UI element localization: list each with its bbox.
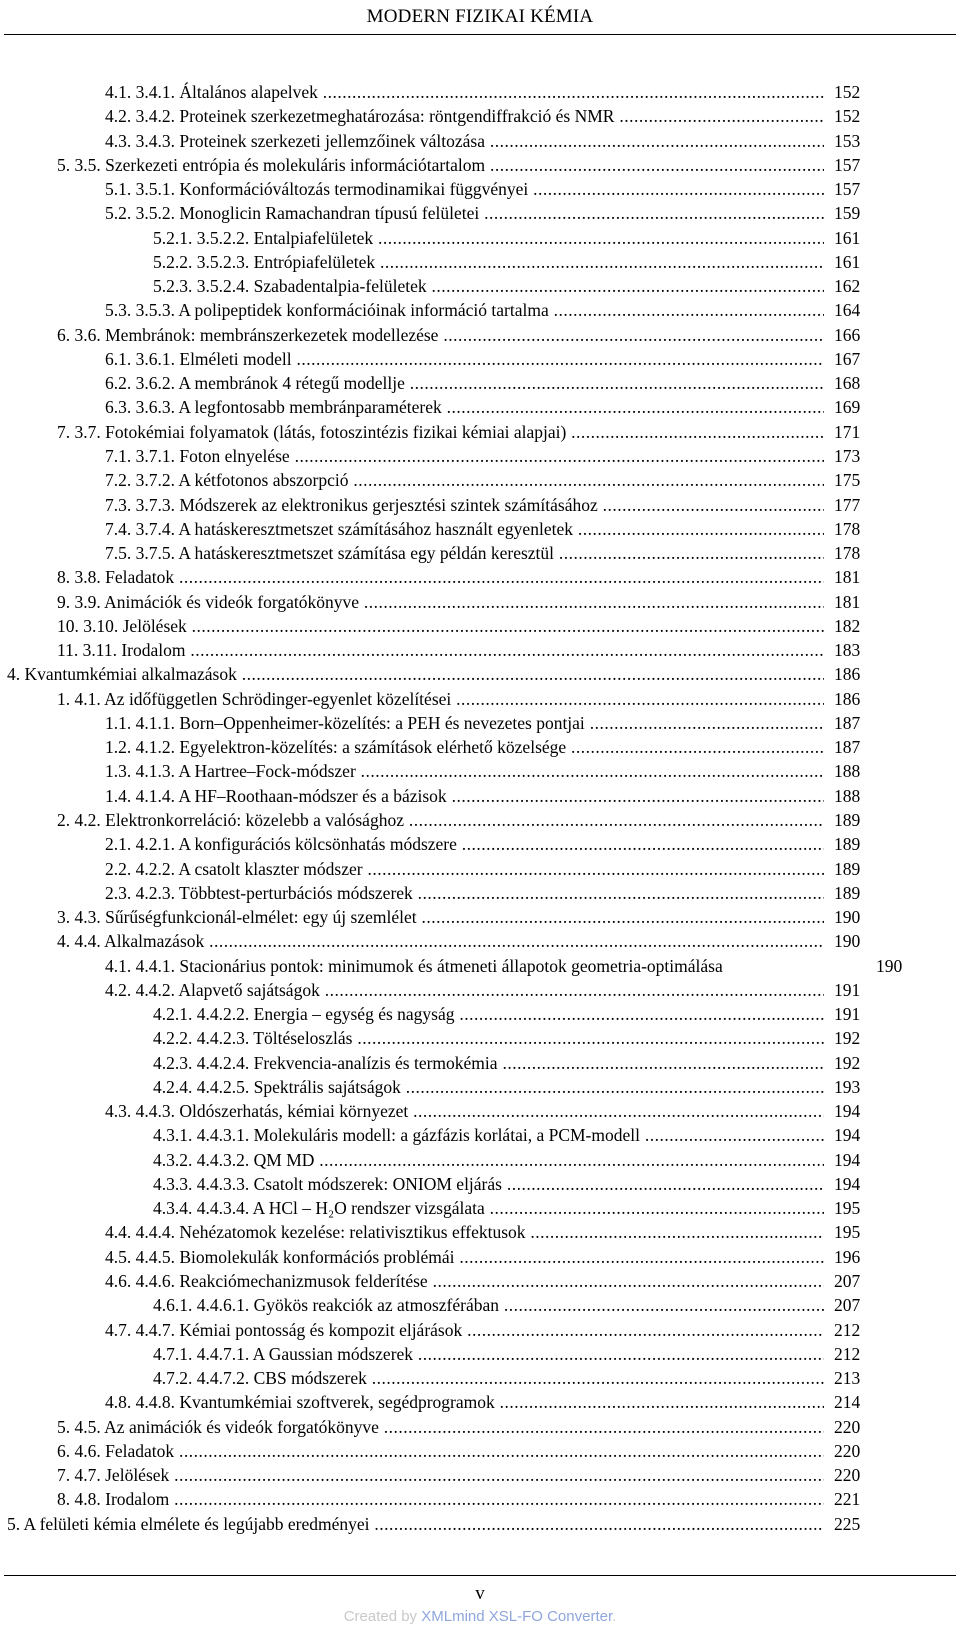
toc-entry-page: 164 [834, 300, 861, 321]
toc-entry-title: 4.3.3. 4.4.3.3. Csatolt módszerek: ONIOM eljárás ..... [153, 1172, 824, 1196]
toc-entry-page: 190 [876, 955, 903, 976]
toc-entry-title: 7. 4.7. Jelölések ..... [57, 1463, 824, 1487]
toc-entry-title: 1. 4.1. Az időfüggetlen Schrödinger-egyenlet közelítései ..... [57, 687, 824, 711]
toc-entry[interactable] [0, 1075, 960, 1099]
toc-entry[interactable] [0, 1099, 960, 1123]
toc-entry-title: 7.2. 3.7.2. A kétfotonos abszorpció ..... [105, 468, 824, 492]
toc-entry-title: 4.1. 4.4.1. Stacionárius pontok: minimumok és átmeneti állapotok geometria-optimálása [105, 955, 723, 976]
toc-entry-page: 188 [834, 785, 861, 806]
toc-entry[interactable] [0, 1293, 960, 1317]
toc-entry-title: 1.3. 4.1.3. A Hartree–Fock-módszer ..... [105, 759, 824, 783]
toc-entry-page: 191 [834, 1004, 861, 1025]
toc-entry-title: 5. 3.5. Szerkezeti entrópia és molekuláris információtartalom ..... [57, 153, 824, 177]
toc-entry-page: 181 [834, 591, 861, 612]
toc-entry-title: 4. 4.4. Alkalmazások ..... [57, 929, 824, 953]
toc-entry-title: 4.6.1. 4.4.6.1. Gyökös reakciók az atmoszférában ..... [153, 1293, 824, 1317]
toc-entry[interactable] [0, 1439, 960, 1463]
toc-entry[interactable] [0, 1148, 960, 1172]
toc-entry-title: 5.2.3. 3.5.2.4. Szabadentalpia-felületek ..... [153, 274, 824, 298]
toc-entry-title: 6.1. 3.6.1. Elméleti modell ..... [105, 347, 824, 371]
toc-entry-title: 5.2. 3.5.2. Monoglicin Ramachandran típusú felületei ..... [105, 201, 824, 225]
toc-entry[interactable] [0, 444, 960, 468]
toc-entry[interactable] [0, 371, 960, 395]
toc-entry-title: 9. 3.9. Animációk és videók forgatókönyve ..... [57, 590, 824, 614]
toc-entry-title: 4.3. 3.4.3. Proteinek szerkezeti jellemzőinek változása ..... [105, 129, 824, 153]
toc-entry-page: 187 [834, 737, 861, 758]
toc-entry[interactable] [0, 759, 960, 783]
footer-brand: XMLmind XSL-FO Converter [421, 1608, 613, 1625]
toc-entry[interactable] [0, 784, 960, 808]
toc-entry-title: 4.8. 4.4.8. Kvantumkémiai szoftverek, segédprogramok ..... [105, 1390, 824, 1414]
footer-rule [4, 1575, 956, 1576]
toc-entry-page: 220 [834, 1416, 861, 1437]
toc-entry-title: 1.1. 4.1.1. Born–Oppenheimer-közelítés: a PEH és nevezetes pontjai ..... [105, 711, 824, 735]
toc-entry[interactable] [0, 905, 960, 929]
toc-entry-page: 188 [834, 761, 861, 782]
toc-entry-title: 4.3. 4.4.3. Oldószerhatás, kémiai környezet ..... [105, 1099, 824, 1123]
toc-entry[interactable] [0, 1342, 960, 1366]
toc-entry-page: 157 [834, 154, 861, 175]
toc-entry[interactable] [0, 298, 960, 322]
toc-entry[interactable] [0, 1245, 960, 1269]
toc-entry-page: 178 [834, 543, 861, 564]
toc-entry-title: 3. 4.3. Sűrűségfunkcionál-elmélet: egy új szemlélet ..... [57, 905, 824, 929]
toc-entry-page: 212 [834, 1319, 861, 1340]
toc-entry[interactable] [0, 1002, 960, 1026]
toc-entry-page: 169 [834, 397, 861, 418]
toc-entry-title: 1.2. 4.1.2. Egyelektron-közelítés: a számítások elérhető közelsége ..... [105, 735, 824, 759]
toc-entry-title: 7.5. 3.7.5. A hatáskeresztmetszet számítása egy példán keresztül ..... [105, 541, 824, 565]
toc-entry-page: 167 [834, 348, 861, 369]
toc-entry-page: 173 [834, 445, 861, 466]
toc-entry-title: 4.2.1. 4.4.2.2. Energia – egység és nagyság ..... [153, 1002, 824, 1026]
toc-entry[interactable] [0, 274, 960, 298]
toc-entry[interactable] [0, 541, 960, 565]
toc-entry-title: 8. 4.8. Irodalom ..... [57, 1487, 824, 1511]
toc-entry[interactable] [0, 711, 960, 735]
toc-entry-page: 157 [834, 179, 861, 200]
toc-entry-title: 5. A felületi kémia elmélete és legújabb eredményei ..... [7, 1512, 824, 1536]
toc-entry-title: 4.3.2. 4.4.3.2. QM MD ..... [153, 1148, 824, 1172]
page-number: v [475, 1583, 485, 1604]
toc-entry[interactable] [0, 1051, 960, 1075]
toc-entry[interactable] [0, 1463, 960, 1487]
toc-entry[interactable] [0, 1123, 960, 1147]
toc-entry-title: 6.3. 3.6.3. A legfontosabb membránparaméterek ..... [105, 395, 824, 419]
toc-entry[interactable] [0, 493, 960, 517]
toc-entry-page: 152 [834, 82, 861, 102]
toc-entry-page: 225 [834, 1513, 861, 1534]
toc-entry[interactable] [0, 832, 960, 856]
toc-entry-page: 212 [834, 1343, 861, 1364]
toc-entry-page: 189 [834, 834, 861, 855]
toc-entry[interactable] [0, 857, 960, 881]
table-of-contents [0, 80, 960, 1536]
toc-entry[interactable] [0, 420, 960, 444]
toc-entry-title: 5.3. 3.5.3. A polipeptidek konformációinak információ tartalma ..... [105, 298, 824, 322]
toc-entry-page: 166 [834, 324, 861, 345]
toc-entry[interactable] [0, 954, 960, 978]
toc-entry[interactable] [0, 129, 960, 153]
toc-entry-page: 186 [834, 688, 861, 709]
toc-entry-title: 6. 3.6. Membránok: membránszerkezetek modellezése ..... [57, 323, 824, 347]
toc-entry[interactable] [0, 929, 960, 953]
toc-entry-page: 190 [834, 931, 861, 952]
toc-entry[interactable] [0, 638, 960, 662]
toc-entry[interactable] [0, 1172, 960, 1196]
toc-entry[interactable] [0, 1318, 960, 1342]
toc-entry[interactable] [0, 808, 960, 832]
toc-entry[interactable] [0, 1269, 960, 1293]
toc-entry-page: 194 [834, 1125, 861, 1146]
toc-entry-title: 7.3. 3.7.3. Módszerek az elektronikus gerjesztési szintek számításához ..... [105, 493, 824, 517]
toc-entry-page: 191 [834, 979, 861, 1000]
toc-entry[interactable] [0, 565, 960, 589]
toc-entry-page: 183 [834, 640, 861, 661]
toc-entry-title: 1.4. 4.1.4. A HF–Roothaan-módszer és a bázisok ..... [105, 784, 824, 808]
toc-entry-title: 6.2. 3.6.2. A membránok 4 rétegű modellje ..... [105, 371, 824, 395]
toc-entry-title: 5.2.1. 3.5.2.2. Entalpiafelületek ..... [153, 226, 824, 250]
toc-entry[interactable] [0, 735, 960, 759]
toc-entry-title: 5. 4.5. Az animációk és videók forgatókönyve ..... [57, 1415, 824, 1439]
toc-entry-title: 4.2. 4.4.2. Alapvető sajátságok ..... [105, 978, 824, 1002]
toc-entry[interactable] [0, 1220, 960, 1244]
converter-footer [0, 1607, 960, 1627]
toc-entry-title: 2.2. 4.2.2. A csatolt klaszter módszer ..... [105, 857, 824, 881]
toc-entry-title: 7. 3.7. Fotokémiai folyamatok (látás, fotoszintézis fizikai kémiai alapjai) ..... [57, 420, 824, 444]
toc-entry[interactable] [0, 1487, 960, 1511]
toc-entry-title: 11. 3.11. Irodalom ..... [57, 638, 824, 662]
toc-entry[interactable] [0, 1026, 960, 1050]
toc-entry-page: 213 [834, 1368, 861, 1389]
toc-entry-page: 189 [834, 882, 861, 903]
toc-entry[interactable] [0, 323, 960, 347]
toc-entry-page: 181 [834, 567, 861, 588]
toc-entry[interactable] [0, 687, 960, 711]
toc-entry-page: 159 [834, 203, 861, 224]
toc-entry-page: 220 [834, 1440, 861, 1461]
toc-entry[interactable] [0, 201, 960, 225]
toc-entry-page: 186 [834, 664, 861, 685]
toc-entry-title: 5.1. 3.5.1. Konformációváltozás termodinamikai függvényei ..... [105, 177, 824, 201]
toc-entry-title: 4.3.4. 4.4.3.4. A HCl – H₂O rendszer vizsgálata ..... [153, 1196, 824, 1220]
toc-entry-page: 175 [834, 470, 861, 491]
toc-entry-title: 8. 3.8. Feladatok ..... [57, 565, 824, 589]
header-rule [4, 34, 956, 35]
toc-entry[interactable] [0, 1196, 960, 1220]
toc-entry-page: 190 [834, 907, 861, 928]
toc-entry-page: 193 [834, 1076, 861, 1097]
toc-entry[interactable] [0, 250, 960, 274]
toc-entry[interactable] [0, 590, 960, 614]
footer-prefix: Created by [343, 1608, 422, 1625]
toc-entry-page: 196 [834, 1246, 861, 1267]
toc-entry-page: 189 [834, 809, 861, 830]
toc-entry-title: 4.2. 3.4.2. Proteinek szerkezetmeghatározása: röntgendiffrakció és NMR ..... [105, 104, 824, 128]
toc-entry-title: 4.3.1. 4.4.3.1. Molekuláris modell: a gázfázis korlátai, a PCM-modell ..... [153, 1123, 824, 1147]
toc-entry[interactable] [0, 517, 960, 541]
toc-entry-title: 2.1. 4.2.1. A konfigurációs kölcsönhatás módszere ..... [105, 832, 824, 856]
toc-entry[interactable] [0, 881, 960, 905]
toc-entry-title: 2.3. 4.2.3. Többtest-perturbációs módszerek ..... [105, 881, 824, 905]
toc-entry[interactable] [0, 978, 960, 1002]
toc-entry-title: 5.2.2. 3.5.2.3. Entrópiafelületek ..... [153, 250, 824, 274]
toc-entry-title: 7.1. 3.7.1. Foton elnyelése ..... [105, 444, 824, 468]
toc-entry-page: 207 [834, 1271, 861, 1292]
toc-entry[interactable] [0, 1366, 960, 1390]
toc-entry-page: 221 [834, 1489, 861, 1510]
toc-entry-title: 4.4. 4.4.4. Nehézatomok kezelése: relativisztikus effektusok ..... [105, 1220, 824, 1244]
toc-entry[interactable] [0, 80, 960, 104]
toc-entry-page: 194 [834, 1149, 861, 1170]
toc-entry-title: 4.7.1. 4.4.7.1. A Gaussian módszerek ..... [153, 1342, 824, 1366]
toc-entry-title: 4.2.2. 4.4.2.3. Töltéseloszlás ..... [153, 1026, 824, 1050]
toc-entry[interactable] [0, 395, 960, 419]
toc-entry-page: 214 [834, 1392, 861, 1413]
toc-entry-page: 152 [834, 106, 861, 127]
toc-entry-page: 161 [834, 227, 861, 248]
toc-entry-page: 153 [834, 130, 861, 151]
toc-entry-page: 207 [834, 1295, 861, 1316]
toc-entry-page: 220 [834, 1465, 861, 1486]
toc-entry-page: 194 [834, 1173, 861, 1194]
toc-entry-title: 6. 4.6. Feladatok ..... [57, 1439, 824, 1463]
toc-entry[interactable] [0, 1390, 960, 1414]
toc-entry[interactable] [0, 468, 960, 492]
toc-entry-title: 4.7. 4.4.7. Kémiai pontosság és kompozit eljárások ..... [105, 1318, 824, 1342]
toc-entry[interactable] [0, 1415, 960, 1439]
toc-entry-title: 4.7.2. 4.4.7.2. CBS módszerek ..... [153, 1366, 824, 1390]
running-header: MODERN FIZIKAI KÉMIA [366, 6, 594, 27]
toc-entry[interactable] [0, 226, 960, 250]
toc-entry-page: 161 [834, 251, 861, 272]
toc-entry[interactable] [0, 1512, 960, 1536]
toc-entry-page: 192 [834, 1028, 861, 1049]
toc-entry-page: 162 [834, 276, 861, 297]
toc-entry-title: 4. Kvantumkémiai alkalmazások ..... [7, 662, 824, 686]
toc-entry[interactable] [0, 614, 960, 638]
toc-entry-page: 195 [834, 1198, 861, 1219]
toc-entry-title: 4.2.4. 4.4.2.5. Spektrális sajátságok ..... [153, 1075, 824, 1099]
toc-entry-page: 168 [834, 373, 861, 394]
toc-entry-title: 4.5. 4.4.5. Biomolekulák konformációs problémái ..... [105, 1245, 824, 1269]
toc-entry[interactable] [0, 104, 960, 128]
toc-entry-page: 195 [834, 1222, 861, 1243]
toc-entry[interactable] [0, 662, 960, 686]
toc-entry-page: 177 [834, 494, 861, 515]
toc-entry-page: 192 [834, 1052, 861, 1073]
toc-entry-page: 187 [834, 712, 861, 733]
toc-entry-title: 4.1. 3.4.1. Általános alapelvek ..... [105, 80, 824, 104]
toc-entry-page: 171 [834, 421, 861, 442]
toc-entry-title: 2. 4.2. Elektronkorreláció: közelebb a valósághoz ..... [57, 808, 824, 832]
toc-entry-page: 194 [834, 1101, 861, 1122]
toc-entry[interactable] [0, 177, 960, 201]
toc-entry-title: 7.4. 3.7.4. A hatáskeresztmetszet számításához használt egyenletek ..... [105, 517, 824, 541]
toc-entry[interactable] [0, 153, 960, 177]
toc-entry-page: 189 [834, 858, 861, 879]
toc-entry-title: 4.2.3. 4.4.2.4. Frekvencia-analízis és termokémia ..... [153, 1051, 824, 1075]
toc-entry-page: 178 [834, 518, 861, 539]
toc-entry-page: 182 [834, 615, 861, 636]
toc-entry-title: 4.6. 4.4.6. Reakciómechanizmusok felderítése ..... [105, 1269, 824, 1293]
toc-entry-title: 10. 3.10. Jelölések ..... [57, 614, 824, 638]
toc-entry[interactable] [0, 347, 960, 371]
footer-suffix: . [612, 1608, 617, 1625]
